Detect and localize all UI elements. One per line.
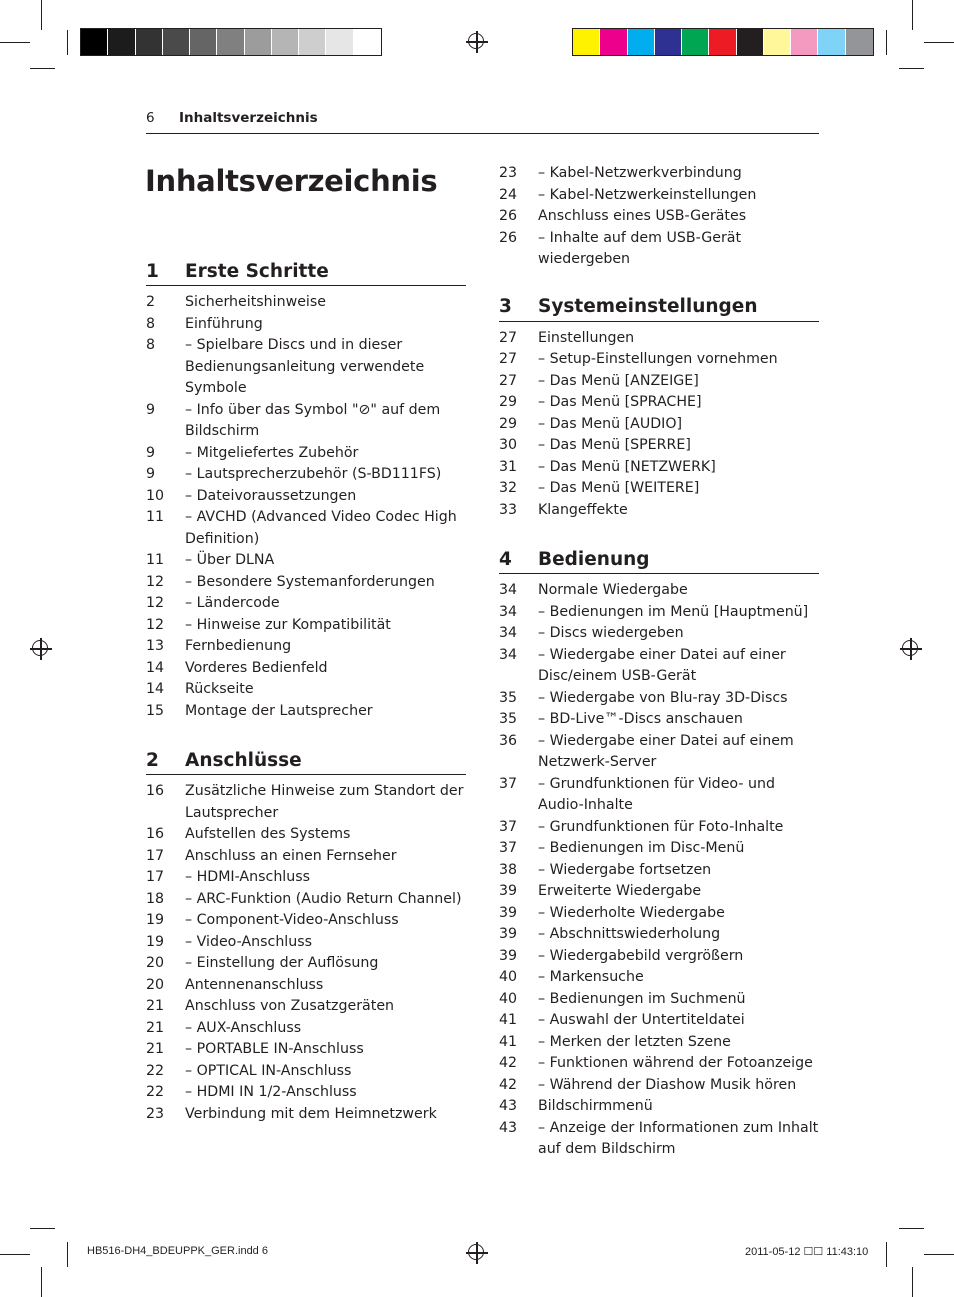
toc-entry xyxy=(499,392,819,414)
toc-entry xyxy=(146,996,466,1018)
toc-entry xyxy=(499,1010,819,1032)
toc-entry-text: – Das Menü [WEITERE] xyxy=(538,480,700,496)
toc-entry xyxy=(499,1053,819,1075)
crop-mark xyxy=(899,68,924,69)
toc-entry-text: – Lautsprecherzubehör (S-BD111FS) xyxy=(185,466,442,482)
toc-entry xyxy=(146,1061,466,1083)
toc-entry-text: Verbindung mit dem Heimnetzwerk xyxy=(185,1105,437,1122)
toc-entry-text: – PORTABLE IN-Anschluss xyxy=(185,1041,364,1057)
toc-entry xyxy=(499,349,819,371)
color-calibration-bar xyxy=(572,28,874,56)
toc-entry-page: 22 xyxy=(146,1084,165,1100)
toc-entry-text: – Component-Video-Anschluss xyxy=(185,912,399,928)
toc-entry-page: 37 xyxy=(499,840,518,856)
toc-entry xyxy=(146,464,466,486)
toc-entry xyxy=(146,443,466,465)
slug-timestamp: 2011-05-12 ☐☐ 11:43:10 xyxy=(745,1246,869,1258)
toc-entry xyxy=(499,185,819,207)
toc-entry xyxy=(499,881,819,903)
toc-entry-page: 35 xyxy=(499,689,518,706)
crop-mark xyxy=(899,1228,924,1229)
toc-entry-page: 39 xyxy=(499,904,518,921)
crop-mark xyxy=(912,1267,913,1297)
toc-entry-page: 26 xyxy=(499,229,518,246)
toc-entry xyxy=(499,206,819,228)
toc-entry-text: – Auswahl der Untertiteldatei xyxy=(538,1012,745,1028)
toc-entry-page: 21 xyxy=(146,1041,165,1057)
toc-entry xyxy=(499,688,819,710)
crop-mark xyxy=(67,30,68,55)
section-heading xyxy=(499,293,819,322)
slug-filename: HB516-DH4_BDEUPPK_GER.indd 6 xyxy=(87,1245,268,1257)
color-swatch xyxy=(245,29,272,55)
toc-entry-page: 39 xyxy=(499,947,518,964)
crop-mark xyxy=(912,0,913,30)
section-title: Systemeinstellungen xyxy=(538,296,758,317)
toc-entry-page: 9 xyxy=(146,466,156,482)
toc-entry-page: 20 xyxy=(146,976,165,993)
toc-entry xyxy=(499,602,819,624)
toc-entry-page: 11 xyxy=(146,509,165,525)
toc-entry-page: 37 xyxy=(499,818,518,835)
toc-entry-text: – OPTICAL IN-Anschluss xyxy=(185,1062,352,1079)
toc-entry-page: 19 xyxy=(146,933,165,950)
registration-mark-icon xyxy=(900,638,922,660)
toc-entry-page: 34 xyxy=(499,603,518,620)
toc-entry xyxy=(499,903,819,925)
toc-entry-page: 27 xyxy=(499,351,518,367)
crop-mark xyxy=(0,1254,30,1255)
section-number: 4 xyxy=(499,548,512,570)
toc-entry-page: 17 xyxy=(146,869,165,885)
toc-entry-text: – Grundfunktionen für Video- und Audio-Inhalte xyxy=(538,775,775,813)
color-swatch xyxy=(655,29,682,55)
color-swatch xyxy=(272,29,299,55)
toc-entry xyxy=(146,846,466,868)
toc-entry xyxy=(146,824,466,846)
toc-entry xyxy=(146,953,466,975)
registration-mark-icon xyxy=(466,1242,488,1264)
toc-entry xyxy=(499,457,819,479)
toc-entry-page: 37 xyxy=(499,775,518,792)
toc-entry-text: Fernbedienung xyxy=(185,638,292,654)
toc-entry xyxy=(146,910,466,932)
toc-entry-page: 19 xyxy=(146,912,165,928)
toc-continued-entries xyxy=(499,163,819,271)
toc-entry-page: 23 xyxy=(499,165,518,181)
toc-entry-page: 29 xyxy=(499,394,518,410)
color-swatch xyxy=(163,29,190,55)
toc-entry xyxy=(499,435,819,457)
toc-entry-page: 17 xyxy=(146,847,165,864)
toc-entry xyxy=(146,932,466,954)
toc-entry-page: 22 xyxy=(146,1062,165,1079)
toc-entry xyxy=(146,1082,466,1104)
toc-entry-page: 41 xyxy=(499,1012,518,1028)
toc-entry-text: – Mitgeliefertes Zubehör xyxy=(185,444,359,461)
toc-entry xyxy=(499,838,819,860)
toc-entry-text: – Das Menü [SPRACHE] xyxy=(538,394,702,410)
color-swatch xyxy=(628,29,655,55)
toc-entry-text: Normale Wiedergabe xyxy=(538,582,688,598)
toc-entry-page: 24 xyxy=(499,186,518,203)
toc-entry-page: 41 xyxy=(499,1033,518,1050)
color-swatch xyxy=(737,29,764,55)
color-swatch xyxy=(600,29,627,55)
toc-entry xyxy=(499,500,819,522)
toc-entry xyxy=(499,989,819,1011)
toc-entry-text: Aufstellen des Systems xyxy=(185,826,351,842)
toc-entry-text: Rückseite xyxy=(185,681,254,697)
toc-entry-text: – Kabel-Netzwerkeinstellungen xyxy=(538,186,757,203)
color-swatch xyxy=(764,29,791,55)
color-swatch xyxy=(299,29,326,55)
toc-entry-text: – AVCHD (Advanced Video Codec High Definition) xyxy=(185,509,457,547)
toc-entry-text: – Wiedergabe von Blu-ray 3D-Discs xyxy=(538,689,788,706)
toc-entry xyxy=(499,946,819,968)
toc-entry-text: – Ländercode xyxy=(185,595,280,611)
toc-entry-text: Zusätzliche Hinweise zum Standort der Lautsprecher xyxy=(185,783,464,821)
toc-entry-text: – Hinweise zur Kompatibilität xyxy=(185,616,391,633)
toc-entry-text: – Wiedergabebild vergrößern xyxy=(538,947,744,964)
toc-entry-page: 32 xyxy=(499,480,518,496)
crop-mark xyxy=(886,30,887,55)
toc-entry xyxy=(499,1075,819,1097)
toc-entry-text: – Das Menü [ANZEIGE] xyxy=(538,372,699,389)
toc-entry-text: – Anzeige der Informationen zum Inhalt auf dem Bildschirm xyxy=(538,1119,819,1157)
toc-entry xyxy=(146,1039,466,1061)
toc-entry-page: 27 xyxy=(499,372,518,389)
toc-entry-page: 16 xyxy=(146,826,165,842)
toc-entry-page: 15 xyxy=(146,702,165,719)
toc-entry xyxy=(499,967,819,989)
toc-entry xyxy=(499,163,819,185)
page-number: 6 xyxy=(146,110,155,126)
toc-entry-page: 26 xyxy=(499,208,518,224)
toc-entry-page: 9 xyxy=(146,401,156,418)
color-swatch xyxy=(354,29,381,55)
toc-entry-text: – Setup-Einstellungen vornehmen xyxy=(538,351,778,367)
section-heading xyxy=(146,746,466,775)
toc-entry-page: 43 xyxy=(499,1098,518,1114)
toc-entry-page: 40 xyxy=(499,990,518,1007)
toc-entry-page: 34 xyxy=(499,625,518,641)
toc-entry-text: – Wiedergabe einer Datei auf einer Disc/einem USB-Gerät xyxy=(538,646,786,684)
toc-entry-text: – Info über das Symbol "⊘" auf dem Bildschirm xyxy=(185,401,441,439)
toc-entry-text: – Dateivoraussetzungen xyxy=(185,487,357,504)
toc-entry-text: Antennenanschluss xyxy=(185,976,324,993)
section-heading xyxy=(146,257,466,286)
section-number: 3 xyxy=(499,296,512,317)
toc-entry-text: – Das Menü [AUDIO] xyxy=(538,415,683,432)
running-header xyxy=(146,109,819,134)
toc-entry-page: 16 xyxy=(146,783,165,799)
toc-entry-page: 42 xyxy=(499,1076,518,1093)
toc-entry-page: 13 xyxy=(146,638,165,654)
toc-entry-text: Einführung xyxy=(185,315,263,332)
toc-right-sections xyxy=(499,293,819,1161)
toc-left-column xyxy=(146,257,466,1149)
toc-entry-page: 9 xyxy=(146,444,156,461)
toc-entry-text: Einstellungen xyxy=(538,329,635,346)
crop-mark xyxy=(886,1242,887,1267)
toc-entry-text: – ARC-Funktion (Audio Return Channel) xyxy=(185,890,462,907)
registration-mark-icon xyxy=(466,31,488,53)
toc-entry xyxy=(499,709,819,731)
toc-entry xyxy=(146,615,466,637)
toc-entry xyxy=(146,507,466,550)
toc-entry xyxy=(499,774,819,817)
toc-entry-text: – Funktionen während der Fotoanzeige xyxy=(538,1055,813,1071)
toc-entry-page: 27 xyxy=(499,329,518,346)
toc-entry-text: – Abschnittswiederholung xyxy=(538,926,721,942)
toc-entry xyxy=(146,679,466,701)
toc-entry xyxy=(146,1018,466,1040)
toc-entry-page: 10 xyxy=(146,487,165,504)
toc-entry-page: 29 xyxy=(499,415,518,432)
crop-mark xyxy=(30,1228,55,1229)
toc-entry-text: – BD-Live™-Discs anschauen xyxy=(538,711,743,727)
crop-mark xyxy=(0,42,30,43)
toc-entry-text: – Über DLNA xyxy=(185,552,275,568)
toc-entry xyxy=(146,292,466,314)
toc-entry xyxy=(146,400,466,443)
toc-entry-page: 36 xyxy=(499,732,518,749)
toc-entry xyxy=(499,228,819,271)
toc-entry-text: – Wiedergabe einer Datei auf einem Netzwerk-Server xyxy=(538,732,794,770)
toc-section xyxy=(499,293,819,522)
toc-entry-text: – Besondere Systemanforderungen xyxy=(185,573,435,590)
crop-mark xyxy=(41,1267,42,1297)
toc-entry-page: 14 xyxy=(146,681,165,697)
toc-section xyxy=(146,257,466,722)
color-swatch xyxy=(846,29,873,55)
toc-entry xyxy=(499,645,819,688)
crop-mark xyxy=(924,1254,954,1255)
toc-entry-page: 18 xyxy=(146,890,165,907)
toc-section xyxy=(499,545,819,1161)
toc-entry-page: 39 xyxy=(499,926,518,942)
toc-entry-page: 40 xyxy=(499,969,518,985)
toc-entry-text: Sicherheitshinweise xyxy=(185,294,326,310)
toc-entry xyxy=(146,335,466,400)
toc-entry xyxy=(146,781,466,824)
toc-entry xyxy=(499,1032,819,1054)
toc-entry-text: Erweiterte Wiedergabe xyxy=(538,883,702,899)
toc-entry-text: – Bedienungen im Suchmenü xyxy=(538,990,746,1007)
toc-entry xyxy=(499,623,819,645)
toc-entry-page: 12 xyxy=(146,595,165,611)
toc-entry-page: 33 xyxy=(499,501,518,518)
section-number: 2 xyxy=(146,749,159,771)
toc-entry xyxy=(146,867,466,889)
toc-entry-page: 8 xyxy=(146,337,156,353)
toc-entry-page: 2 xyxy=(146,294,156,310)
toc-entry-text: – Bedienungen im Menü [Hauptmenü] xyxy=(538,603,809,620)
toc-entry-text: – Das Menü [NETZWERK] xyxy=(538,458,716,475)
crop-mark xyxy=(30,68,55,69)
toc-entry-page: 43 xyxy=(499,1119,518,1136)
toc-entry-text: – HDMI IN 1/2-Anschluss xyxy=(185,1084,357,1100)
toc-entry-text: Klangeffekte xyxy=(538,501,628,518)
toc-entry xyxy=(499,817,819,839)
toc-entry-text: Anschluss an einen Fernseher xyxy=(185,847,397,864)
toc-entry xyxy=(499,414,819,436)
color-swatch xyxy=(136,29,163,55)
toc-entry-page: 8 xyxy=(146,315,156,332)
toc-entry-page: 11 xyxy=(146,552,165,568)
toc-entry-text: – Spielbare Discs und in dieser Bedienungsanleitung verwendete Symbole xyxy=(185,337,425,396)
toc-entry xyxy=(499,924,819,946)
section-title: Erste Schritte xyxy=(185,260,329,282)
toc-entry-text: Anschluss von Zusatzgeräten xyxy=(185,998,395,1014)
toc-entry-page: 21 xyxy=(146,1019,165,1036)
toc-entry-text: – Während der Diashow Musik hören xyxy=(538,1076,797,1093)
toc-entry xyxy=(499,371,819,393)
toc-entry xyxy=(499,1118,819,1161)
toc-entry-text: Bildschirmmenü xyxy=(538,1098,653,1114)
toc-entry-page: 39 xyxy=(499,883,518,899)
color-swatch xyxy=(573,29,600,55)
toc-entry-text: – Bedienungen im Disc-Menü xyxy=(538,840,745,856)
toc-entry-text: – Inhalte auf dem USB-Gerät wiedergeben xyxy=(538,229,742,267)
toc-entry xyxy=(146,572,466,594)
toc-entry-text: Montage der Lautsprecher xyxy=(185,702,373,719)
toc-entry-page: 31 xyxy=(499,458,518,475)
section-heading xyxy=(499,545,819,574)
toc-entry-page: 30 xyxy=(499,437,518,453)
toc-entry xyxy=(146,701,466,723)
toc-entry-page: 34 xyxy=(499,646,518,663)
grayscale-calibration-bar xyxy=(80,28,382,56)
color-swatch xyxy=(682,29,709,55)
toc-entry-text: – Wiederholte Wiedergabe xyxy=(538,904,725,921)
toc-entry-text: Vorderes Bedienfeld xyxy=(185,659,328,676)
toc-entry xyxy=(499,328,819,350)
registration-mark-icon xyxy=(30,638,52,660)
toc-entry xyxy=(146,550,466,572)
toc-entry xyxy=(146,1104,466,1126)
running-title: Inhaltsverzeichnis xyxy=(179,110,318,126)
toc-entry-page: 42 xyxy=(499,1055,518,1071)
color-swatch xyxy=(108,29,135,55)
toc-section xyxy=(146,746,466,1125)
color-swatch xyxy=(217,29,244,55)
toc-right-column xyxy=(499,163,819,1185)
section-number: 1 xyxy=(146,260,159,282)
color-swatch xyxy=(709,29,736,55)
toc-entry-text: – Merken der letzten Szene xyxy=(538,1033,731,1050)
crop-mark xyxy=(67,1242,68,1267)
page-title: Inhaltsverzeichnis xyxy=(145,164,438,198)
toc-entry xyxy=(146,889,466,911)
toc-entry-text: – Video-Anschluss xyxy=(185,933,313,950)
crop-mark xyxy=(41,0,42,30)
toc-entry xyxy=(146,486,466,508)
toc-entry-page: 12 xyxy=(146,616,165,633)
toc-entry xyxy=(499,731,819,774)
toc-entry-page: 23 xyxy=(146,1105,165,1122)
toc-entry-page: 14 xyxy=(146,659,165,676)
toc-entry xyxy=(146,658,466,680)
toc-entry-page: 34 xyxy=(499,582,518,598)
toc-entry-text: – Kabel-Netzwerkverbindung xyxy=(538,165,742,181)
toc-entry xyxy=(146,593,466,615)
crop-mark xyxy=(924,42,954,43)
toc-entry-page: 21 xyxy=(146,998,165,1014)
toc-entry xyxy=(499,1096,819,1118)
toc-entry xyxy=(146,314,466,336)
toc-entry-page: 20 xyxy=(146,955,165,971)
toc-entry-text: – Einstellung der Auflösung xyxy=(185,955,379,971)
toc-entry-text: – Grundfunktionen für Foto-Inhalte xyxy=(538,818,784,835)
toc-entry-text: – HDMI-Anschluss xyxy=(185,869,311,885)
toc-entry xyxy=(146,975,466,997)
toc-entry-page: 12 xyxy=(146,573,165,590)
toc-entry-text: Anschluss eines USB-Gerätes xyxy=(538,208,747,224)
color-swatch xyxy=(190,29,217,55)
toc-entry-page: 38 xyxy=(499,861,518,878)
toc-entry-text: – Discs wiedergeben xyxy=(538,625,684,641)
color-swatch xyxy=(818,29,845,55)
toc-entry xyxy=(499,580,819,602)
section-title: Bedienung xyxy=(538,548,650,570)
toc-entry-text: – AUX-Anschluss xyxy=(185,1019,302,1036)
toc-entry xyxy=(146,636,466,658)
section-title: Anschlüsse xyxy=(185,749,302,771)
toc-entry-text: – Wiedergabe fortsetzen xyxy=(538,861,712,878)
toc-entry-page: 35 xyxy=(499,711,518,727)
toc-entry-text: – Das Menü [SPERRE] xyxy=(538,437,691,453)
color-swatch xyxy=(81,29,108,55)
toc-entry-text: – Markensuche xyxy=(538,969,644,985)
toc-entry xyxy=(499,478,819,500)
toc-entry xyxy=(499,860,819,882)
color-swatch xyxy=(326,29,353,55)
color-swatch xyxy=(791,29,818,55)
